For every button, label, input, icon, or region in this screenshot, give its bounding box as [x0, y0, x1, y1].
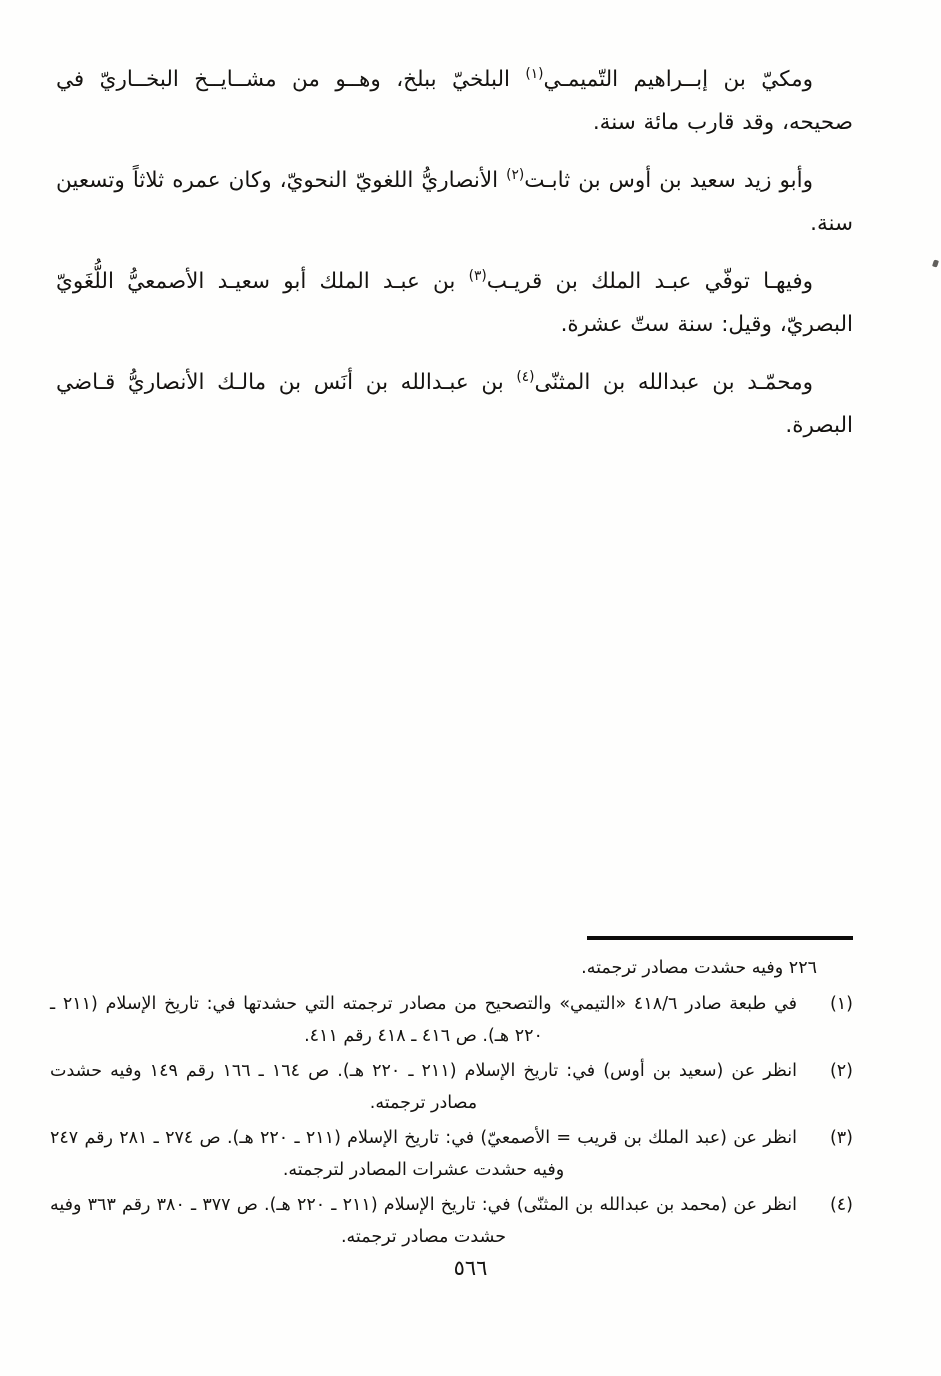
- paragraph-text: وفيهـا توفّي عبـد الملك بن قريـب: [486, 269, 813, 294]
- footnote-number: (١): [829, 993, 853, 1014]
- footnote-text: انظر عن (عبد الملك بن قريب = الأصمعيّ) في: تاريخ الإسلام (٢١١ ـ ٢٢٠ هـ). ص ٢٧٤ ـ ٢٨١ رقم ٢٤٧ وفيه حشدت عشرات المصادر لترجمته.: [50, 1127, 798, 1180]
- paragraph-text: وأبو زيد سعيد بن أوس بن ثابـت: [524, 168, 813, 193]
- footnote-text: في طبعة صادر ٤١٨/٦ «التيمي» والتصحيح من مصادر ترجمته التي حشدتها في: تاريخ الإسلام (٢١١ ـ ٢٢٠ هـ). ص ٤١٦ ـ ٤١٨ رقم ٤١١.: [50, 993, 797, 1046]
- footnote-item: [50, 1189, 853, 1254]
- paragraph: [56, 58, 853, 144]
- footnote-text: انظر عن (محمد بن عبدالله بن المثنّى) في: تاريخ الإسلام (٢١١ ـ ٢٢٠ هـ). ص ٣٧٧ ـ ٣٨٠ رقم ٣٦٣ وفيه حشدت مصادر ترجمته.: [50, 1194, 797, 1247]
- page-number: ٥٦٦: [453, 1256, 488, 1280]
- footnote-item: [50, 1055, 853, 1120]
- paragraph: [56, 159, 853, 245]
- paragraph-text: بن عبـدالله بن أنَس بن مالـك الأنصاريُّ قـاضي البصرة.: [56, 370, 853, 438]
- paragraph: [56, 260, 853, 346]
- footnote-marker: (٤): [516, 369, 535, 385]
- footnote-number: (٣): [829, 1127, 853, 1148]
- footnote-text: انظر عن (سعيد بن أوس) في: تاريخ الإسلام (٢١١ ـ ٢٢٠ هـ). ص ١٦٤ ـ ١٦٦ رقم ١٤٩ وفيه حشدت مصادر ترجمته.: [50, 1060, 797, 1113]
- footnote-marker: (٣): [468, 268, 487, 284]
- footnote-separator: [587, 936, 853, 940]
- footnote-item: [50, 1122, 853, 1187]
- paragraph: [56, 361, 853, 447]
- footnote-number: (٢): [829, 1060, 853, 1081]
- body-text: [56, 58, 853, 462]
- footnote-number: (٤): [829, 1194, 853, 1215]
- paragraph-text: ومحمّـد بن عبدالله بن المثنّى: [534, 370, 813, 395]
- scan-artifact: [932, 259, 939, 267]
- footnote-continuation: ٢٢٦ وفيه حشدت مصادر ترجمته.: [581, 958, 817, 978]
- footnotes-section: [50, 952, 853, 1256]
- footnote-marker: (١): [525, 66, 544, 82]
- footnote-item: [50, 988, 853, 1053]
- paragraph-text: ومكيّ بن إبــراهيم التّميمـي: [543, 67, 813, 92]
- paragraph-text: الأنصاريُّ اللغويّ النحويّ، وكان عمره ثلاثاً وتسعين سنة.: [56, 168, 853, 236]
- paragraph-text: البلخيّ ببلخ، وهــو من مشــايــخ البخــاريّ في صحيحه، وقد قارب مائة سنة.: [56, 67, 853, 135]
- footnote-marker: (٢): [506, 167, 525, 183]
- paragraph-text: بن عبـد الملك أبو سعيـد الأصمعيُّ اللُّغَويّ البصريّ، وقيل: سنة ستّ عشرة.: [56, 269, 853, 337]
